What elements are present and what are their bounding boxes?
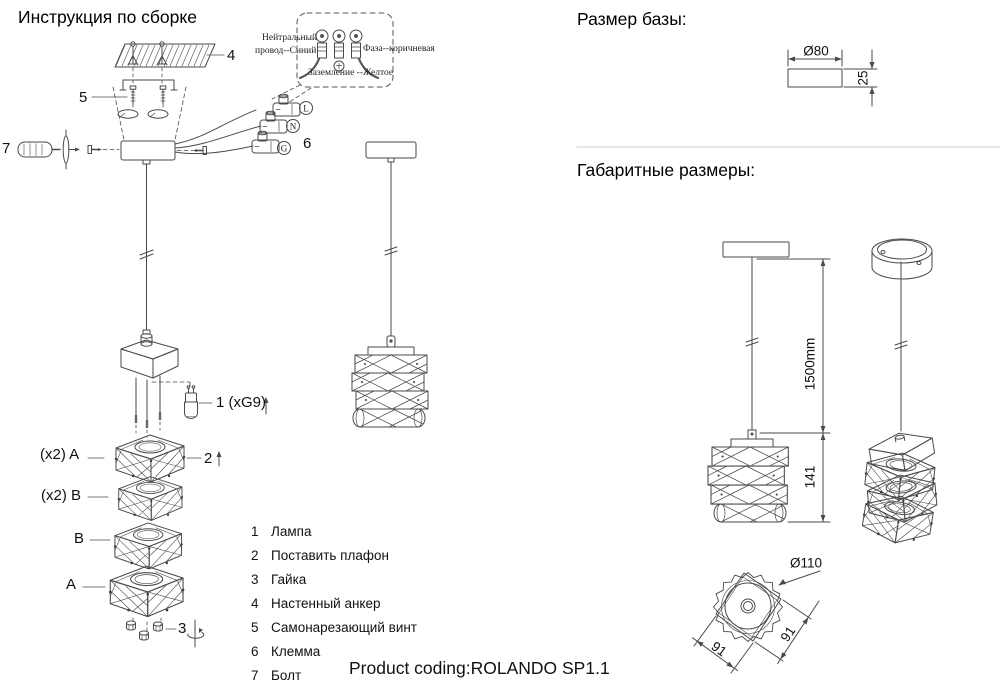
terminal-letter-g: G (280, 143, 288, 154)
product-coding: Product coding:ROLANDO SP1.1 (349, 658, 610, 678)
label-shade-a-qty: (x2) A (40, 446, 80, 463)
part-num: 6 (251, 643, 259, 659)
callout-screw: 5 (79, 89, 88, 106)
parts-list-item (251, 591, 417, 615)
part-num: 2 (251, 547, 259, 563)
base-size-title: Размер базы: (577, 9, 687, 29)
part-name: Самонарезающий винт (271, 619, 417, 635)
dim-cable-length: 1500mm (802, 337, 818, 391)
lamp-head-drawing (121, 330, 190, 437)
part-num: 3 (251, 571, 259, 587)
neutral-wire-label-line2: провод--Синий (255, 46, 317, 56)
mounting-screws-drawing (92, 68, 186, 140)
terminal-letter-n: N (289, 121, 297, 132)
callout-anchor: 4 (227, 47, 236, 64)
nuts-drawing (127, 618, 204, 647)
shade-stack-drawing (83, 435, 222, 617)
label-shade-b: B (74, 530, 85, 547)
dim-shade-stack-height: 141 (802, 465, 818, 489)
parts-list-item (251, 615, 417, 639)
part-num: 5 (251, 619, 259, 635)
part-name: Гайка (271, 571, 307, 587)
label-shade-a: A (66, 576, 77, 593)
bulb-drawing (185, 386, 198, 419)
dim-base-height: 25 (855, 70, 871, 86)
part-num: 4 (251, 595, 259, 611)
parts-list-item (251, 519, 417, 543)
assembled-pendant-drawing (352, 142, 428, 427)
label-shade-b-qty: (x2) B (41, 487, 82, 504)
screwdriver-drawing (18, 130, 207, 169)
phase-wire-label: Фаза--коричневая (363, 44, 435, 54)
overall-dims-title: Габаритные размеры: (577, 160, 756, 180)
callout-shade: 2 (204, 450, 213, 467)
callout-nut: 3 (178, 620, 187, 637)
callout-terminal: 6 (303, 135, 312, 152)
part-name: Поставить плафон (271, 547, 389, 563)
ceiling-panel-drawing (115, 42, 224, 67)
dim-side-b: 91 (777, 623, 799, 645)
terminal-letter-l: L (303, 103, 309, 114)
part-name: Настенный анкер (271, 595, 381, 611)
ceiling-plate-drawing (121, 141, 175, 330)
dim-top-diameter: Ø110 (789, 555, 823, 571)
shade-top-view-drawing (693, 571, 820, 673)
neutral-wire-label-line1: Нейтральный (262, 33, 318, 43)
callout-bulb: 1 (xG9) (216, 394, 267, 411)
part-name: Болт (271, 667, 302, 683)
part-name: Клемма (271, 643, 321, 659)
part-name: Лампа (271, 523, 312, 539)
ground-wire-label: Заземление --Желтое (308, 68, 394, 78)
parts-list-item (251, 543, 417, 567)
parts-list-item (251, 567, 417, 591)
wiring-diagram (272, 13, 393, 103)
pendant-3d-view-drawing (859, 239, 939, 548)
part-num: 1 (251, 523, 259, 539)
part-num: 7 (251, 667, 259, 683)
callout-bolt: 7 (2, 140, 11, 157)
dim-base-diameter: Ø80 (803, 43, 829, 59)
assembly-title: Инструкция по сборке (18, 7, 197, 27)
dim-side-a: 91 (708, 638, 730, 660)
